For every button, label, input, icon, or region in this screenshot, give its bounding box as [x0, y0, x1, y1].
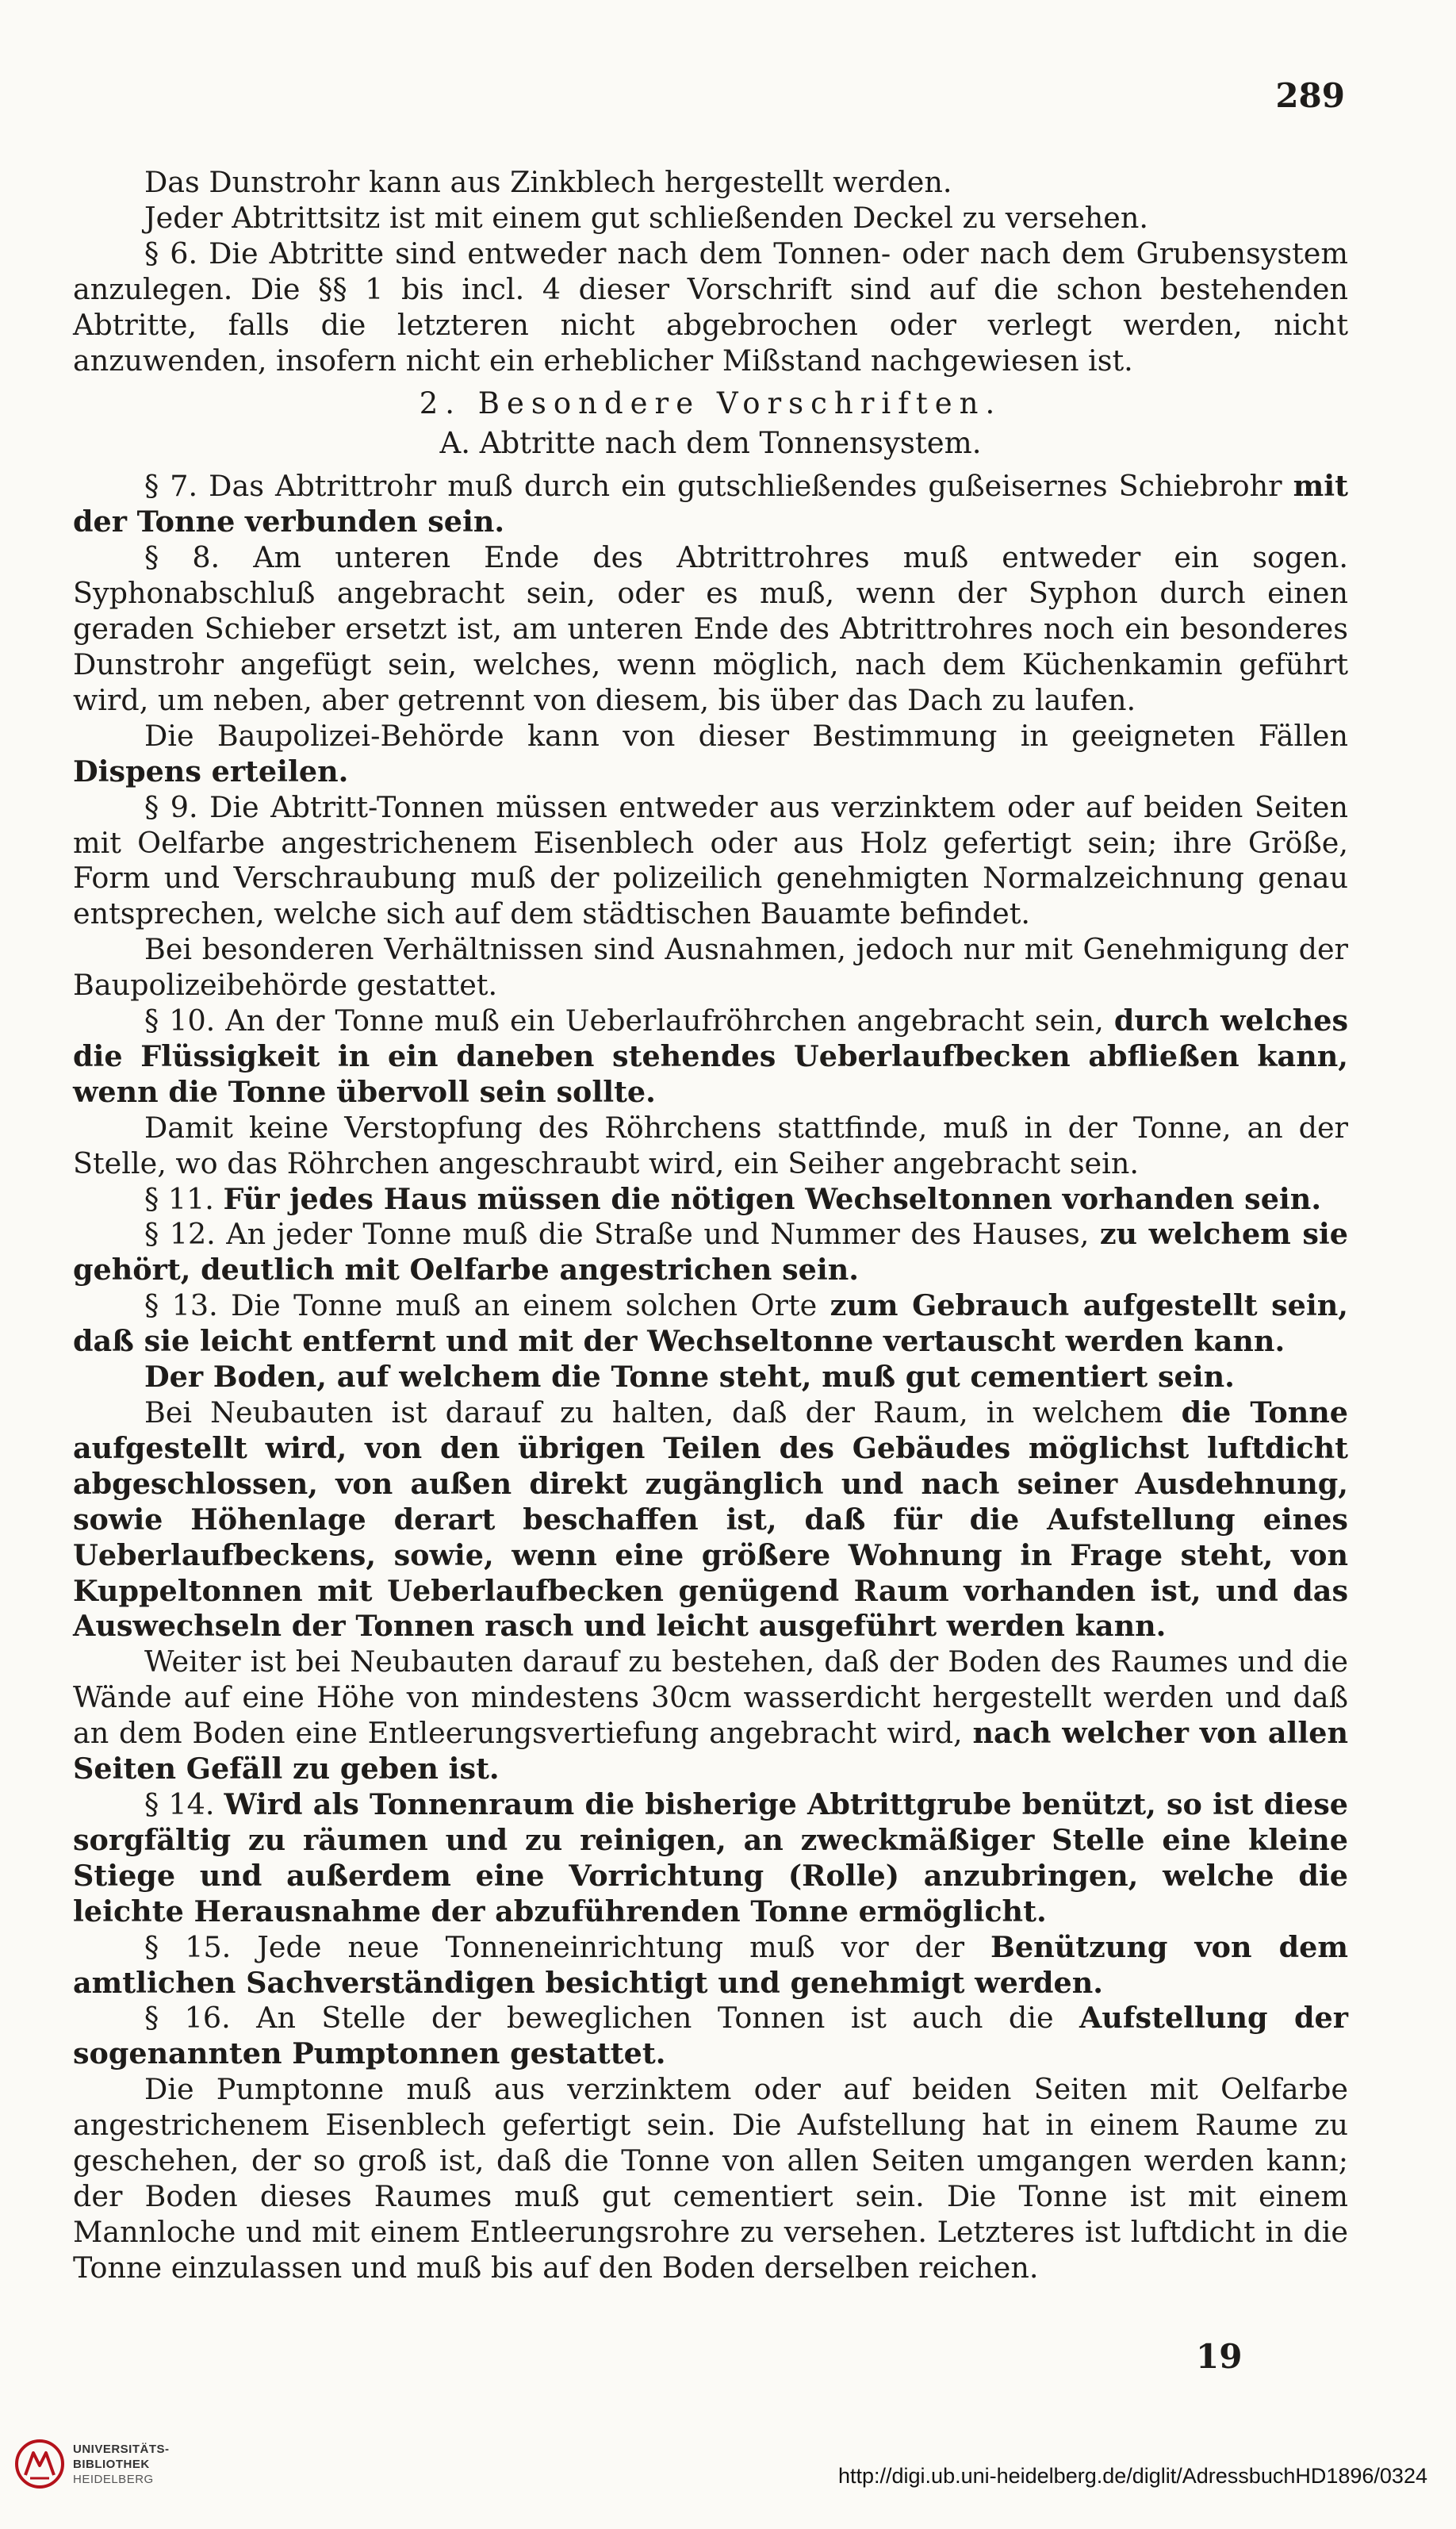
text-run: Bei Neubauten ist darauf zu halten, daß der Raum, in welchem	[144, 1395, 1182, 1430]
source-url-link[interactable]: http://digi.ub.uni-heidelberg.de/diglit/AdressbuchHD1896/0324	[837, 2464, 1427, 2488]
text-run: Für jedes Haus müssen die nötigen Wechseltonnen vorhanden sein.	[223, 1181, 1322, 1216]
logo-line: HEIDELBERG	[73, 2472, 154, 2486]
text-run: Aufstellung der sogenannten Pumptonnen gestattet.	[73, 2001, 1348, 2071]
text-run: Benützung von dem amtlichen Sachverständigen besichtigt und genehmigt werden.	[73, 1929, 1349, 2000]
text-run: Weiter ist bei Neubauten darauf zu bestehen, daß der Boden des Raumes und die Wände auf eine Höhe von mindestens 30cm wasserdicht hergestellt werden und daß an dem Boden eine Entleerungsvertiefung angebracht wird,	[73, 1644, 1348, 1751]
paragraph-section-11	[73, 1182, 1348, 1218]
text-run: zum Gebrauch aufgestellt sein, daß sie leicht entfernt und mit der Wechseltonne vertauscht werden kann.	[73, 1288, 1348, 1359]
text-run: durch welches die Flüssigkeit in ein daneben stehendes Ueberlaufbecken abfließen kann, wenn die Tonne übervoll sein sollte.	[73, 1004, 1348, 1109]
paragraph-section-12	[73, 1217, 1348, 1288]
text-run: Die Baupolizei-Behörde kann von dieser Bestimmung in geeigneten Fällen	[144, 718, 1348, 753]
paragraph	[73, 719, 1348, 790]
text-run: § 13. Die Tonne muß an einem solchen Orte	[144, 1288, 830, 1323]
library-logo[interactable]	[14, 2439, 170, 2489]
paragraph-section-14	[73, 1787, 1348, 1930]
text-run: die Tonne aufgestellt wird, von den übrigen Teilen des Gebäudes möglichst luftdicht abgeschlossen, von außen direkt zugänglich und nach seiner Ausdehnung, sowie Höhenlage derart beschaffen ist, daß für die Aufstellung eines Ueberlaufbeckens, sowie, wenn eine größere Wohnung in Frage steht, von Kuppeltonnen mit Ueberlaufbecken genügend Raum vorhanden ist, und das Auswechseln der Tonnen rasch und leicht ausgeführt werden kann.	[73, 1395, 1348, 1644]
paragraph: Die Pumptonne muß aus verzinktem oder auf beiden Seiten mit Oelfarbe angestrichenem Eisenblech gefertigt sein. Die Aufstellung hat in einem Raume zu geschehen, der so groß ist, daß die Tonne von allen Seiten umgangen werden kann; der Boden dieses Raumes muß gut cementiert sein. Die Tonne ist mit einem Mannloche und mit einem Entleerungsrohre zu versehen. Letzteres ist luftdicht in die Tonne einzulassen und muß bis auf den Boden derselben reichen.	[73, 2072, 1348, 2285]
paragraph-section-6: § 6. Die Abtritte sind entweder nach dem Tonnen- oder nach dem Grubensystem anzulegen. Die §§ 1 bis incl. 4 dieser Vorschrift sind auf die schon bestehenden Abtritte, falls die letzteren nicht abgebrochen oder verlegt werden, nicht anzuwenden, insofern nicht ein erheblicher Mißstand nachgewiesen ist.	[73, 236, 1348, 378]
signature-mark: 19	[1196, 2337, 1243, 2376]
text-run: § 7. Das Abtrittrohr muß durch ein gutschließendes gußeisernes Schiebrohr	[144, 469, 1293, 504]
logo-text	[73, 2442, 170, 2487]
section-heading: 2. Besondere Vorschriften.	[419, 386, 1002, 421]
paragraph-section-9: § 9. Die Abtritt-Tonnen müssen entweder aus verzinktem oder auf beiden Seiten mit Oelfarbe angestrichenem Eisenblech oder aus Holz gefertigt sein; ihre Größe, Form und Verschraubung muß der polizeilich genehmigten Normalzeichnung genau entsprechen, welche sich auf dem städtischen Bauamte befindet.	[73, 789, 1348, 931]
text-run: § 14.	[144, 1786, 224, 1821]
body-text	[73, 165, 1348, 2286]
paragraph-section-7	[73, 469, 1348, 540]
text-run: § 10. An der Tonne muß ein Ueberlaufröhrchen angebracht sein,	[144, 1004, 1114, 1038]
paragraph-section-10	[73, 1004, 1348, 1111]
paragraph-section-16	[73, 2001, 1348, 2072]
paragraph	[73, 1395, 1348, 1644]
text-run: § 15. Jede neue Tonneneinrichtung muß vor der	[144, 1929, 991, 1964]
text-run: Wird als Tonnenraum die bisherige Abtrittgrube benützt, so ist diese sorgfältig zu räumen und zu reinigen, an zweckmäßiger Stelle eine kleine Stiege und außerdem eine Vorrichtung (Rolle) anzubringen, welche die leichte Herausnahme der abzuführenden Tonne ermöglicht.	[73, 1786, 1348, 1928]
text-run: § 11.	[144, 1181, 224, 1216]
university-seal-icon	[14, 2439, 65, 2489]
paragraph: Bei besonderen Verhältnissen sind Ausnahmen, jedoch nur mit Genehmigung der Baupolizeibehörde gestattet.	[73, 932, 1348, 1003]
text-run: nach welcher von allen Seiten Gefäll zu geben ist.	[73, 1716, 1349, 1786]
text-run: § 12. An jeder Tonne muß die Straße und Nummer des Hauses,	[144, 1217, 1100, 1252]
logo-line: UNIVERSITÄTS-	[73, 2442, 170, 2456]
page-number: 289	[1275, 76, 1345, 115]
text-run: § 16. An Stelle der beweglichen Tonnen ist auch die	[144, 2001, 1079, 2036]
paragraph-section-13	[73, 1288, 1348, 1360]
text-run: zu welchem sie gehört, deutlich mit Oelfarbe angestrichen sein.	[73, 1217, 1348, 1288]
paragraph-section-15	[73, 1930, 1348, 2001]
text-run: Dispens erteilen.	[73, 754, 349, 789]
paragraph: Jeder Abtrittsitz ist mit einem gut schließenden Deckel zu versehen.	[144, 200, 1149, 235]
paragraph-section-8: § 8. Am unteren Ende des Abtrittrohres muß entweder ein sogen. Syphonabschluß angebracht sein, oder es muß, wenn der Syphon durch einen geraden Schieber ersetzt ist, am unteren Ende des Abtrittrohres noch ein besonderes Dunstrohr angefügt sein, welches, wenn möglich, nach dem Küchenkamin geführt wird, um neben, aber getrennt von diesem, bis über das Dach zu laufen.	[73, 540, 1348, 717]
paragraph: Der Boden, auf welchem die Tonne steht, muß gut cementiert sein.	[144, 1360, 1235, 1395]
paragraph	[73, 1644, 1348, 1787]
paragraph: Das Dunstrohr kann aus Zinkblech hergestellt werden.	[144, 165, 952, 199]
paragraph: Damit keine Verstopfung des Röhrchens stattfinde, muß in der Tonne, an der Stelle, wo das Röhrchen angeschraubt wird, ein Seiher angebracht sein.	[73, 1110, 1348, 1180]
subsection-heading: A. Abtritte nach dem Tonnensystem.	[439, 426, 982, 461]
text-run: mit der Tonne verbunden sein.	[73, 469, 1348, 539]
logo-line: BIBLIOTHEK	[73, 2457, 150, 2471]
footer	[0, 2427, 1456, 2529]
